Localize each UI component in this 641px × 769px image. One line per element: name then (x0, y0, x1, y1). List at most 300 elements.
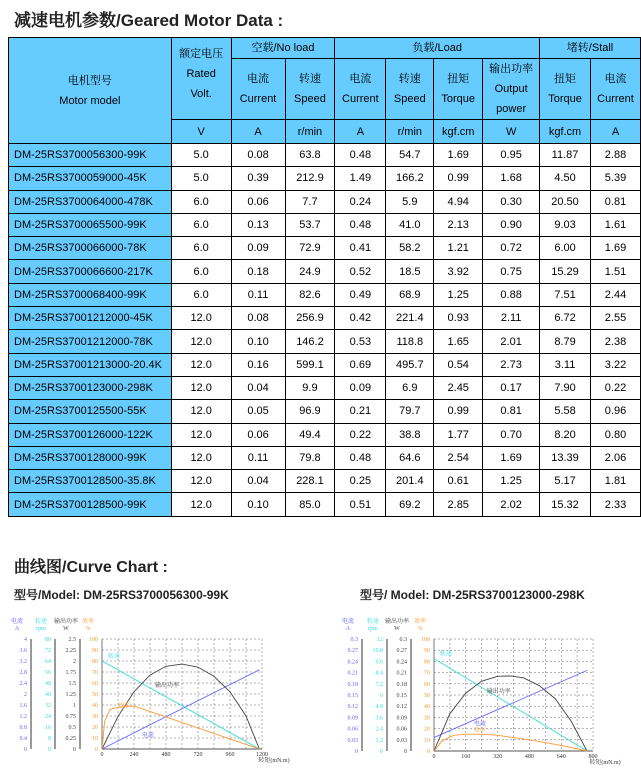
value-cell: 0.04 (231, 376, 285, 399)
subheader (540, 59, 591, 120)
header-text: 额定电压 (179, 48, 224, 60)
header-text: 转速 (298, 73, 321, 85)
value-cell: 63.8 (285, 144, 335, 167)
tick-label: 0.06 (396, 726, 407, 733)
tick-label: 2 (24, 692, 27, 698)
model-cell: DM-25RS3700128500-35.8K (9, 470, 172, 493)
unit-cell: A (591, 120, 641, 144)
x-axis-label: 转矩(mN.m) (589, 760, 621, 766)
tick-label: 0.5 (68, 725, 76, 731)
tick-label: 0.27 (347, 648, 358, 655)
value-cell: 7.51 (540, 283, 591, 306)
unit-cell: W (483, 120, 540, 144)
value-cell: 2.02 (483, 493, 540, 516)
header-text: 电流 (247, 73, 270, 85)
subheader (483, 59, 540, 120)
tick-label: 0.24 (347, 659, 358, 666)
value-cell: 0.10 (231, 493, 285, 516)
value-cell: 0.10 (231, 330, 285, 353)
value-cell: 0.70 (483, 423, 540, 446)
tick-label: 10 (424, 737, 430, 744)
value-cell: 212.9 (285, 167, 335, 190)
value-cell: 79.7 (386, 400, 434, 423)
value-cell: 0.30 (483, 190, 540, 213)
value-cell: 256.9 (285, 307, 335, 330)
value-cell: 0.96 (591, 400, 641, 423)
value-cell: 5.9 (386, 190, 434, 213)
unit-cell: A (335, 120, 386, 144)
value-cell: 0.09 (335, 376, 386, 399)
header-text: Current (342, 93, 379, 105)
value-cell: 0.54 (434, 353, 483, 376)
tick-label: 1.6 (19, 703, 27, 709)
tick-label: 0.12 (347, 704, 358, 711)
value-cell: 12.0 (171, 400, 231, 423)
value-cell: 0.49 (335, 283, 386, 306)
series-label: 输出功率 (155, 683, 180, 690)
tick-label: 3.6 (375, 715, 383, 722)
x-tick-label: 720 (193, 752, 203, 758)
value-cell: 8.79 (540, 330, 591, 353)
value-cell: 1.68 (483, 167, 540, 190)
value-cell: 2.73 (483, 353, 540, 376)
value-cell: 6.0 (171, 190, 231, 213)
axis-name: 转速 (366, 619, 380, 625)
tick-label: 1.5 (68, 681, 76, 687)
tick-label: 40 (424, 704, 430, 711)
value-cell: 12.0 (171, 470, 231, 493)
curve-chart-title: 曲线图/Curve Chart : (14, 559, 168, 576)
tick-label: 8 (48, 736, 51, 742)
value-cell: 72.9 (285, 237, 335, 260)
value-cell: 0.13 (231, 213, 285, 236)
value-cell: 85.0 (285, 493, 335, 516)
value-cell: 1.81 (591, 470, 641, 493)
header-model (9, 38, 172, 144)
value-cell: 1.25 (434, 283, 483, 306)
table-row (9, 307, 641, 330)
tick-label: 2.4 (19, 681, 27, 687)
tick-label: 0.4 (19, 736, 27, 742)
value-cell: 1.49 (335, 167, 386, 190)
unit-cell: V (171, 120, 231, 144)
value-cell: 8.20 (540, 423, 591, 446)
header-text: 电流 (604, 73, 627, 85)
value-cell: 6.0 (171, 237, 231, 260)
value-cell: 79.8 (285, 446, 335, 469)
tick-label: 56 (45, 670, 51, 676)
x-tick-label: 240 (129, 752, 139, 758)
value-cell: 1.65 (434, 330, 483, 353)
tick-label: 1.75 (65, 670, 76, 676)
value-cell: 18.5 (386, 260, 434, 283)
axis-name: 效率 (81, 619, 95, 625)
subheader (591, 59, 641, 120)
tick-label: 2.8 (19, 670, 27, 676)
value-cell: 0.90 (483, 213, 540, 236)
table-row (9, 400, 641, 423)
tick-label: 0.09 (396, 715, 407, 722)
value-cell: 38.8 (386, 423, 434, 446)
model-cell: DM-25RS3700056300-99K (9, 144, 172, 167)
tick-label: 50 (92, 692, 98, 698)
header-text: 转速 (398, 73, 421, 85)
header-text: Motor model (59, 94, 121, 107)
value-cell: 12.0 (171, 446, 231, 469)
value-cell: 0.48 (335, 213, 386, 236)
header-text: Torque (441, 93, 476, 105)
value-cell: 599.1 (285, 353, 335, 376)
header-text: Speed (294, 93, 326, 105)
value-cell: 0.99 (434, 400, 483, 423)
tick-label: 0.75 (65, 714, 76, 720)
value-cell: 0.51 (335, 493, 386, 516)
value-cell: 0.99 (434, 167, 483, 190)
header-noload: 空载/No load (231, 38, 335, 59)
header-text: power (496, 103, 527, 115)
axis-unit: rpm (36, 626, 46, 632)
value-cell: 3.92 (434, 260, 483, 283)
value-cell: 3.22 (591, 353, 641, 376)
value-cell: 2.11 (483, 307, 540, 330)
x-tick-label: 0 (432, 754, 436, 760)
value-cell: 11.87 (540, 144, 591, 167)
tick-label: 0 (404, 749, 407, 755)
value-cell: 0.09 (231, 237, 285, 260)
value-cell: 0.25 (335, 470, 386, 493)
table-row (9, 144, 641, 167)
tick-label: 100 (89, 637, 98, 643)
model-cell: DM-25RS37001212000-78K (9, 330, 172, 353)
value-cell: 0.16 (231, 353, 285, 376)
axis-unit: % (417, 626, 423, 632)
series-label: 电流 (474, 721, 487, 728)
tick-label: 16 (45, 725, 51, 731)
header-text: Current (239, 93, 277, 105)
value-cell: 4.50 (540, 167, 591, 190)
table-row (9, 376, 641, 399)
tick-label: 32 (45, 703, 51, 709)
value-cell: 228.1 (285, 470, 335, 493)
value-cell: 2.01 (483, 330, 540, 353)
value-cell: 1.21 (434, 237, 483, 260)
performance-chart-2 (330, 610, 641, 769)
value-cell: 0.41 (335, 237, 386, 260)
value-cell: 495.7 (386, 353, 434, 376)
table-row (9, 167, 641, 190)
series-label: 效率 (118, 703, 131, 710)
x-tick-label: 320 (493, 754, 503, 760)
tick-label: 0.8 (19, 725, 27, 731)
value-cell: 64.6 (386, 446, 434, 469)
value-cell: 96.9 (285, 400, 335, 423)
value-cell: 6.0 (171, 283, 231, 306)
unit-cell: r/min (285, 120, 335, 144)
value-cell: 2.88 (591, 144, 641, 167)
header-text: Torque (548, 93, 582, 105)
tick-label: 3.6 (19, 648, 27, 654)
value-cell: 1.69 (434, 144, 483, 167)
model-cell: DM-25RS37001213000-20.4K (9, 353, 172, 376)
value-cell: 12.0 (171, 307, 231, 330)
tick-label: 0.3 (350, 637, 358, 643)
value-cell: 12.0 (171, 493, 231, 516)
tick-label: 50 (424, 693, 430, 699)
value-cell: 0.81 (591, 190, 641, 213)
tick-label: 24 (45, 714, 51, 720)
axis-name: 输出功率 (384, 619, 410, 625)
header-volt (171, 38, 231, 120)
value-cell: 15.29 (540, 260, 591, 283)
subheader (335, 59, 386, 120)
model-cell: DM-25RS3700066600-217K (9, 260, 172, 283)
value-cell: 0.22 (591, 376, 641, 399)
model-cell: DM-25RS37001212000-45K (9, 307, 172, 330)
value-cell: 0.42 (335, 307, 386, 330)
value-cell: 0.75 (483, 260, 540, 283)
tick-label: 90 (424, 648, 430, 655)
value-cell: 5.0 (171, 144, 231, 167)
tick-label: 0 (48, 747, 51, 753)
header-load: 负载/Load (335, 38, 540, 59)
x-tick-label: 0 (100, 752, 104, 758)
tick-label: 10 (92, 736, 98, 742)
value-cell: 7.90 (540, 376, 591, 399)
performance-chart-1 (0, 610, 320, 769)
value-cell: 5.0 (171, 167, 231, 190)
tick-label: 90 (92, 648, 98, 654)
value-cell: 0.18 (231, 260, 285, 283)
tick-label: 60 (424, 681, 430, 688)
unit-cell: kgf.cm (540, 120, 591, 144)
value-cell: 2.45 (434, 376, 483, 399)
value-cell: 0.48 (335, 144, 386, 167)
value-cell: 0.88 (483, 283, 540, 306)
motor-data-table (8, 37, 641, 517)
axis-unit: A (345, 626, 351, 632)
header-text: Rated (186, 68, 216, 80)
axis-name: 转速 (34, 619, 48, 625)
value-cell: 0.04 (231, 470, 285, 493)
x-tick-label: 960 (225, 752, 235, 758)
tick-label: 60 (92, 681, 98, 687)
value-cell: 0.05 (231, 400, 285, 423)
axis-unit: W (63, 626, 69, 632)
model-cell: DM-25RS3700126000-122K (9, 423, 172, 446)
axis-unit: rpm (368, 626, 378, 632)
tick-label: 10.8 (372, 648, 383, 655)
tick-label: 72 (45, 648, 51, 654)
model-cell: DM-25RS3700064000-478K (9, 190, 172, 213)
value-cell: 0.48 (335, 446, 386, 469)
value-cell: 3.11 (540, 353, 591, 376)
series-label: 转速 (108, 654, 121, 660)
tick-label: 2.4 (375, 726, 383, 733)
header-text: Volt. (190, 88, 212, 100)
value-cell: 12.0 (171, 330, 231, 353)
tick-label: 12 (377, 637, 383, 643)
tick-label: 0 (24, 747, 27, 753)
value-cell: 0.08 (231, 307, 285, 330)
tick-label: 30 (424, 715, 430, 722)
value-cell: 53.7 (285, 213, 335, 236)
value-cell: 82.6 (285, 283, 335, 306)
subheader (434, 59, 483, 120)
subheader (285, 59, 335, 120)
tick-label: 0.12 (396, 704, 407, 711)
value-cell: 12.0 (171, 376, 231, 399)
tick-label: 100 (421, 637, 430, 643)
tick-label: 0.25 (65, 736, 76, 742)
tick-label: 70 (92, 670, 98, 676)
value-cell: 6.0 (171, 213, 231, 236)
table-row (9, 423, 641, 446)
value-cell: 0.72 (483, 237, 540, 260)
value-cell: 0.06 (231, 190, 285, 213)
value-cell: 0.80 (591, 423, 641, 446)
value-cell: 0.17 (483, 376, 540, 399)
tick-label: 0.15 (347, 693, 358, 699)
model-cell: DM-25RS3700065500-99K (9, 213, 172, 236)
value-cell: 6.0 (171, 260, 231, 283)
x-axis-label: 转矩(mN.m) (258, 758, 290, 764)
subheader (231, 59, 285, 120)
unit-cell: A (231, 120, 285, 144)
x-tick-label: 480 (524, 754, 534, 760)
tick-label: 0.27 (396, 648, 407, 655)
table-row (9, 353, 641, 376)
value-cell: 5.39 (591, 167, 641, 190)
axis-unit: W (394, 626, 400, 632)
page-title: 减速电机参数/Geared Motor Data : (14, 11, 284, 30)
header-stall: 堵转/Stall (540, 38, 641, 59)
value-cell: 68.9 (386, 283, 434, 306)
value-cell: 1.25 (483, 470, 540, 493)
value-cell: 1.69 (591, 237, 641, 260)
tick-label: 1 (73, 703, 76, 709)
tick-label: 30 (92, 714, 98, 720)
tick-label: 0 (95, 747, 98, 753)
axis-name: 电流 (10, 619, 24, 625)
tick-label: 20 (424, 726, 430, 733)
header-text: 电流 (349, 73, 372, 85)
table-row (9, 213, 641, 236)
tick-label: 0.06 (347, 726, 358, 733)
value-cell: 2.54 (434, 446, 483, 469)
unit-cell: r/min (386, 120, 434, 144)
tick-label: 80 (424, 659, 430, 666)
table-row (9, 470, 641, 493)
value-cell: 221.4 (386, 307, 434, 330)
tick-label: 40 (92, 703, 98, 709)
model-cell: DM-25RS3700128000-99K (9, 446, 172, 469)
value-cell: 12.0 (171, 353, 231, 376)
tick-label: 0.03 (347, 737, 358, 744)
value-cell: 58.2 (386, 237, 434, 260)
header-text: 输出功率 (489, 63, 534, 75)
tick-label: 20 (92, 725, 98, 731)
value-cell: 0.61 (434, 470, 483, 493)
tick-label: 0.03 (396, 737, 407, 744)
tick-label: 4 (24, 637, 27, 643)
header-text: Output (494, 83, 528, 95)
value-cell: 1.77 (434, 423, 483, 446)
table-row (9, 446, 641, 469)
value-cell: 0.39 (231, 167, 285, 190)
series-label: 转速 (440, 651, 453, 658)
tick-label: 64 (45, 659, 51, 665)
value-cell: 20.50 (540, 190, 591, 213)
value-cell: 2.38 (591, 330, 641, 353)
value-cell: 15.32 (540, 493, 591, 516)
tick-label: 40 (45, 692, 51, 698)
table-row (9, 493, 641, 516)
table-row (9, 283, 641, 306)
header-text: 电机型号 (67, 74, 112, 87)
model-cell: DM-25RS3700125500-55K (9, 400, 172, 423)
value-cell: 0.08 (231, 144, 285, 167)
tick-label: 0.3 (399, 637, 407, 643)
table-row (9, 190, 641, 213)
tick-label: 1.2 (375, 737, 383, 744)
value-cell: 9.9 (285, 376, 335, 399)
tick-label: 8.4 (375, 670, 383, 677)
x-tick-label: 640 (556, 754, 566, 760)
axis-name: 电流 (341, 619, 355, 625)
value-cell: 0.95 (483, 144, 540, 167)
tick-label: 1.25 (65, 692, 76, 698)
tick-label: 6 (380, 693, 383, 699)
subheader (386, 59, 434, 120)
unit-cell: kgf.cm (434, 120, 483, 144)
header-text: Current (597, 93, 634, 105)
x-tick-label: 1200 (256, 752, 268, 758)
value-cell: 6.72 (540, 307, 591, 330)
model-cell: DM-25RS3700066000-78K (9, 237, 172, 260)
tick-label: 70 (424, 670, 430, 677)
value-cell: 6.9 (386, 376, 434, 399)
header-text: 扭矩 (554, 73, 577, 85)
header-text: Speed (393, 93, 426, 105)
tick-label: 0.21 (396, 670, 407, 677)
value-cell: 12.0 (171, 423, 231, 446)
value-cell: 5.17 (540, 470, 591, 493)
value-cell: 1.69 (483, 446, 540, 469)
value-cell: 13.39 (540, 446, 591, 469)
value-cell: 5.58 (540, 400, 591, 423)
chart-2-title: 型号/ Model: DM-25RS3700123000-298K (360, 588, 585, 602)
table-row (9, 330, 641, 353)
axis-unit: % (85, 626, 91, 632)
tick-label: 3.2 (19, 659, 27, 665)
value-cell: 1.61 (591, 213, 641, 236)
value-cell: 201.4 (386, 470, 434, 493)
tick-label: 0.18 (396, 681, 407, 688)
header-text: 扭矩 (447, 73, 470, 85)
model-cell: DM-25RS3700123000-298K (9, 376, 172, 399)
value-cell: 2.13 (434, 213, 483, 236)
tick-label: 0.18 (347, 681, 358, 688)
table-row (9, 260, 641, 283)
table-row (9, 237, 641, 260)
chart-1-title: 型号/Model: DM-25RS3700056300-99K (14, 588, 229, 602)
tick-label: 0.15 (396, 693, 407, 699)
value-cell: 2.33 (591, 493, 641, 516)
tick-label: 0.09 (347, 715, 358, 722)
value-cell: 166.2 (386, 167, 434, 190)
tick-label: 1.2 (19, 714, 27, 720)
value-cell: 4.94 (434, 190, 483, 213)
